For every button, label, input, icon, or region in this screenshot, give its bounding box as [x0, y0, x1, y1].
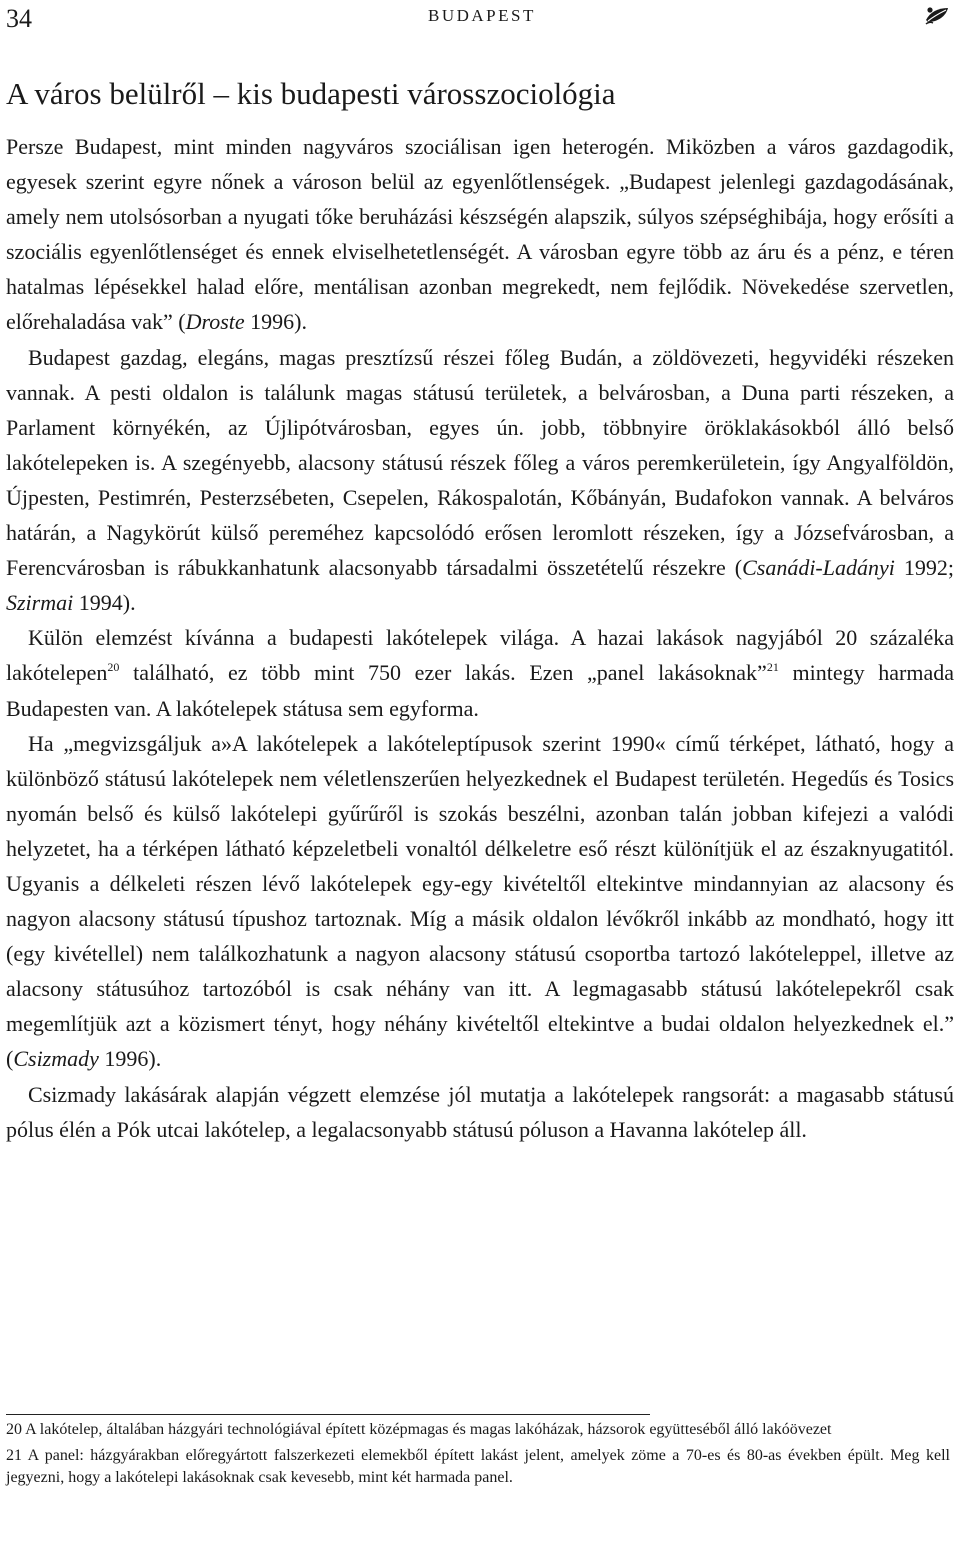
footnote-marker: 21 — [766, 660, 779, 675]
paragraph-text: Ha „megvizsgáljuk a»A lakótelepek a lakóteleptípusok szerint 1990« című térképet, látható, hogy a különböző státusú lakótelepek nem véletlenszerűen helyezkednek el Budapest területén. Hegedűs és Tosics nyomán belső és külső lakótelepi gyűrűről is szokás beszélni, azonban talán jobban kifejezi a valódi helyzetet, ha a térképen látható képzeletbeli vonaltól délkeletre eső részt különítjük el az északnyugatitól. Ugyanis a délkeleti részen lévő lakótelepek egy-egy kivételtől eltekintve mindannyian az alacsony és nagyon alacsony státusú típushoz tartoznak. Míg a másik oldalon lévőkről inkább az mondható, hogy itt (egy kivétellel) nem találkozhatunk a nagyon alacsony státusú csoportba tartozó lakóteleppel, illetve az alacsony státusúhoz tartozóból is csak néhány van itt. A legmagasabb státusú lakótelepekről csak megemlítjük azt a közismert tényt, hogy néhány kivételtől eltekintve a budai oldalon helyezkednek el.” ( — [6, 730, 954, 1072]
paragraph-text: található, ez több mint 750 ezer lakás. Ezen „panel lakásoknak” — [119, 660, 767, 686]
paragraph — [6, 340, 954, 621]
leaf-ornament-icon — [924, 4, 950, 26]
paragraph-text: Külön elemzést kívánna a budapesti lakótelepek világa. A hazai lakások nagyjából 20 százaléka lakótelepen — [6, 625, 954, 686]
citation-author: Droste — [185, 309, 245, 335]
footnote-divider — [6, 1414, 650, 1415]
paragraph-text: Csizmady lakásárak alapján végzett elemzése jól mutatja a lakótelepek rangsorát: a magasabb státusú pólus élén a Pók utcai lakótelep, a legalacsonyabb státusú póluson a Havanna lakótelep áll. — [6, 1081, 954, 1142]
paragraph-text: Persze Budapest, mint minden nagyváros szociálisan igen heterogén. Miközben a város gazdagodik, egyesek szerint egyre nőnek a városon belül az egyenlőtlenségek. „Budapest jelenlegi gazdagodásának, amely nem utolsósorban a nyugati tőke beruházási készségén alapszik, súlyos szépséghibája, hogy erősíti a szociális egyenlőtlenséget és ennek elviselhetetlenségét. A városban egyre több az áru és a pénz, e téren hatalmas lépésekkel halad előre, mentálisan azonban megrekedt, nem fejlődik. Növekedése szervetlen, előrehaladása vak” ( — [6, 134, 954, 335]
citation-author: Csanádi-Ladányi — [742, 555, 895, 581]
page-header — [0, 0, 960, 40]
article-body — [6, 129, 954, 1147]
paragraph — [6, 726, 954, 1077]
footnote: 21 A panel: házgyárakban előregyártott falszerkezeti elemekből épített lakást jelent, amelyek zöme a 70-es és 80-as években épült. Meg kell jegyezni, hogy a lakótelepi lakásoknak csak kevesebb, mint két harmada panel. — [6, 1447, 950, 1486]
running-head: BUDAPEST — [428, 6, 536, 25]
paragraph — [6, 1077, 954, 1147]
paragraph-text: 1992; — [894, 555, 954, 581]
section-title: A város belülről – kis budapesti városszociológia — [6, 76, 616, 111]
footnotes — [6, 1419, 950, 1493]
citation-author: Csizmady — [13, 1046, 99, 1072]
paragraph-text: 1996). — [244, 309, 307, 335]
paragraph — [6, 129, 954, 340]
page-number: 34 — [6, 4, 32, 33]
footnote: 20 A lakótelep, általában házgyári technológiával épített középmagas és magas lakóházak, házsorok együtteséből álló lakóövezet — [6, 1421, 832, 1438]
paragraph-text: 1996). — [98, 1046, 162, 1072]
paragraph — [6, 620, 954, 725]
paragraph-text: mintegy harmada Budapesten van. A lakótelepek státusa sem egyforma. — [6, 660, 954, 721]
citation-author: Szirmai — [6, 590, 74, 616]
footnote-marker: 20 — [107, 660, 120, 675]
paragraph-text: 1994). — [73, 590, 136, 616]
paragraph-text: Budapest gazdag, elegáns, magas presztízsű részei főleg Budán, a zöldövezeti, hegyvidéki részeken vannak. A pesti oldalon is találunk magas státusú területek, a belvárosban, a Duna parti részeken, a Parlament környékén, az Újlipótvárosban, egyes ún. jobb, többnyire öröklakásokból álló belső lakótelepeken is. A szegényebb, alacsony státusú részek főleg a város peremkerületein, így Angyalföldön, Újpesten, Pestimrén, Pesterzsébeten, Csepelen, Rákospalotán, Kőbányán, Budafokon vannak. A belváros határán, a Nagykörút külső pereméhez kapcsolódó erősen leromlott részeken, így a Józsefvárosban, a Ferencvárosban is rábukkanhatunk alacsonyabb társadalmi összetételű részekre ( — [6, 344, 954, 581]
